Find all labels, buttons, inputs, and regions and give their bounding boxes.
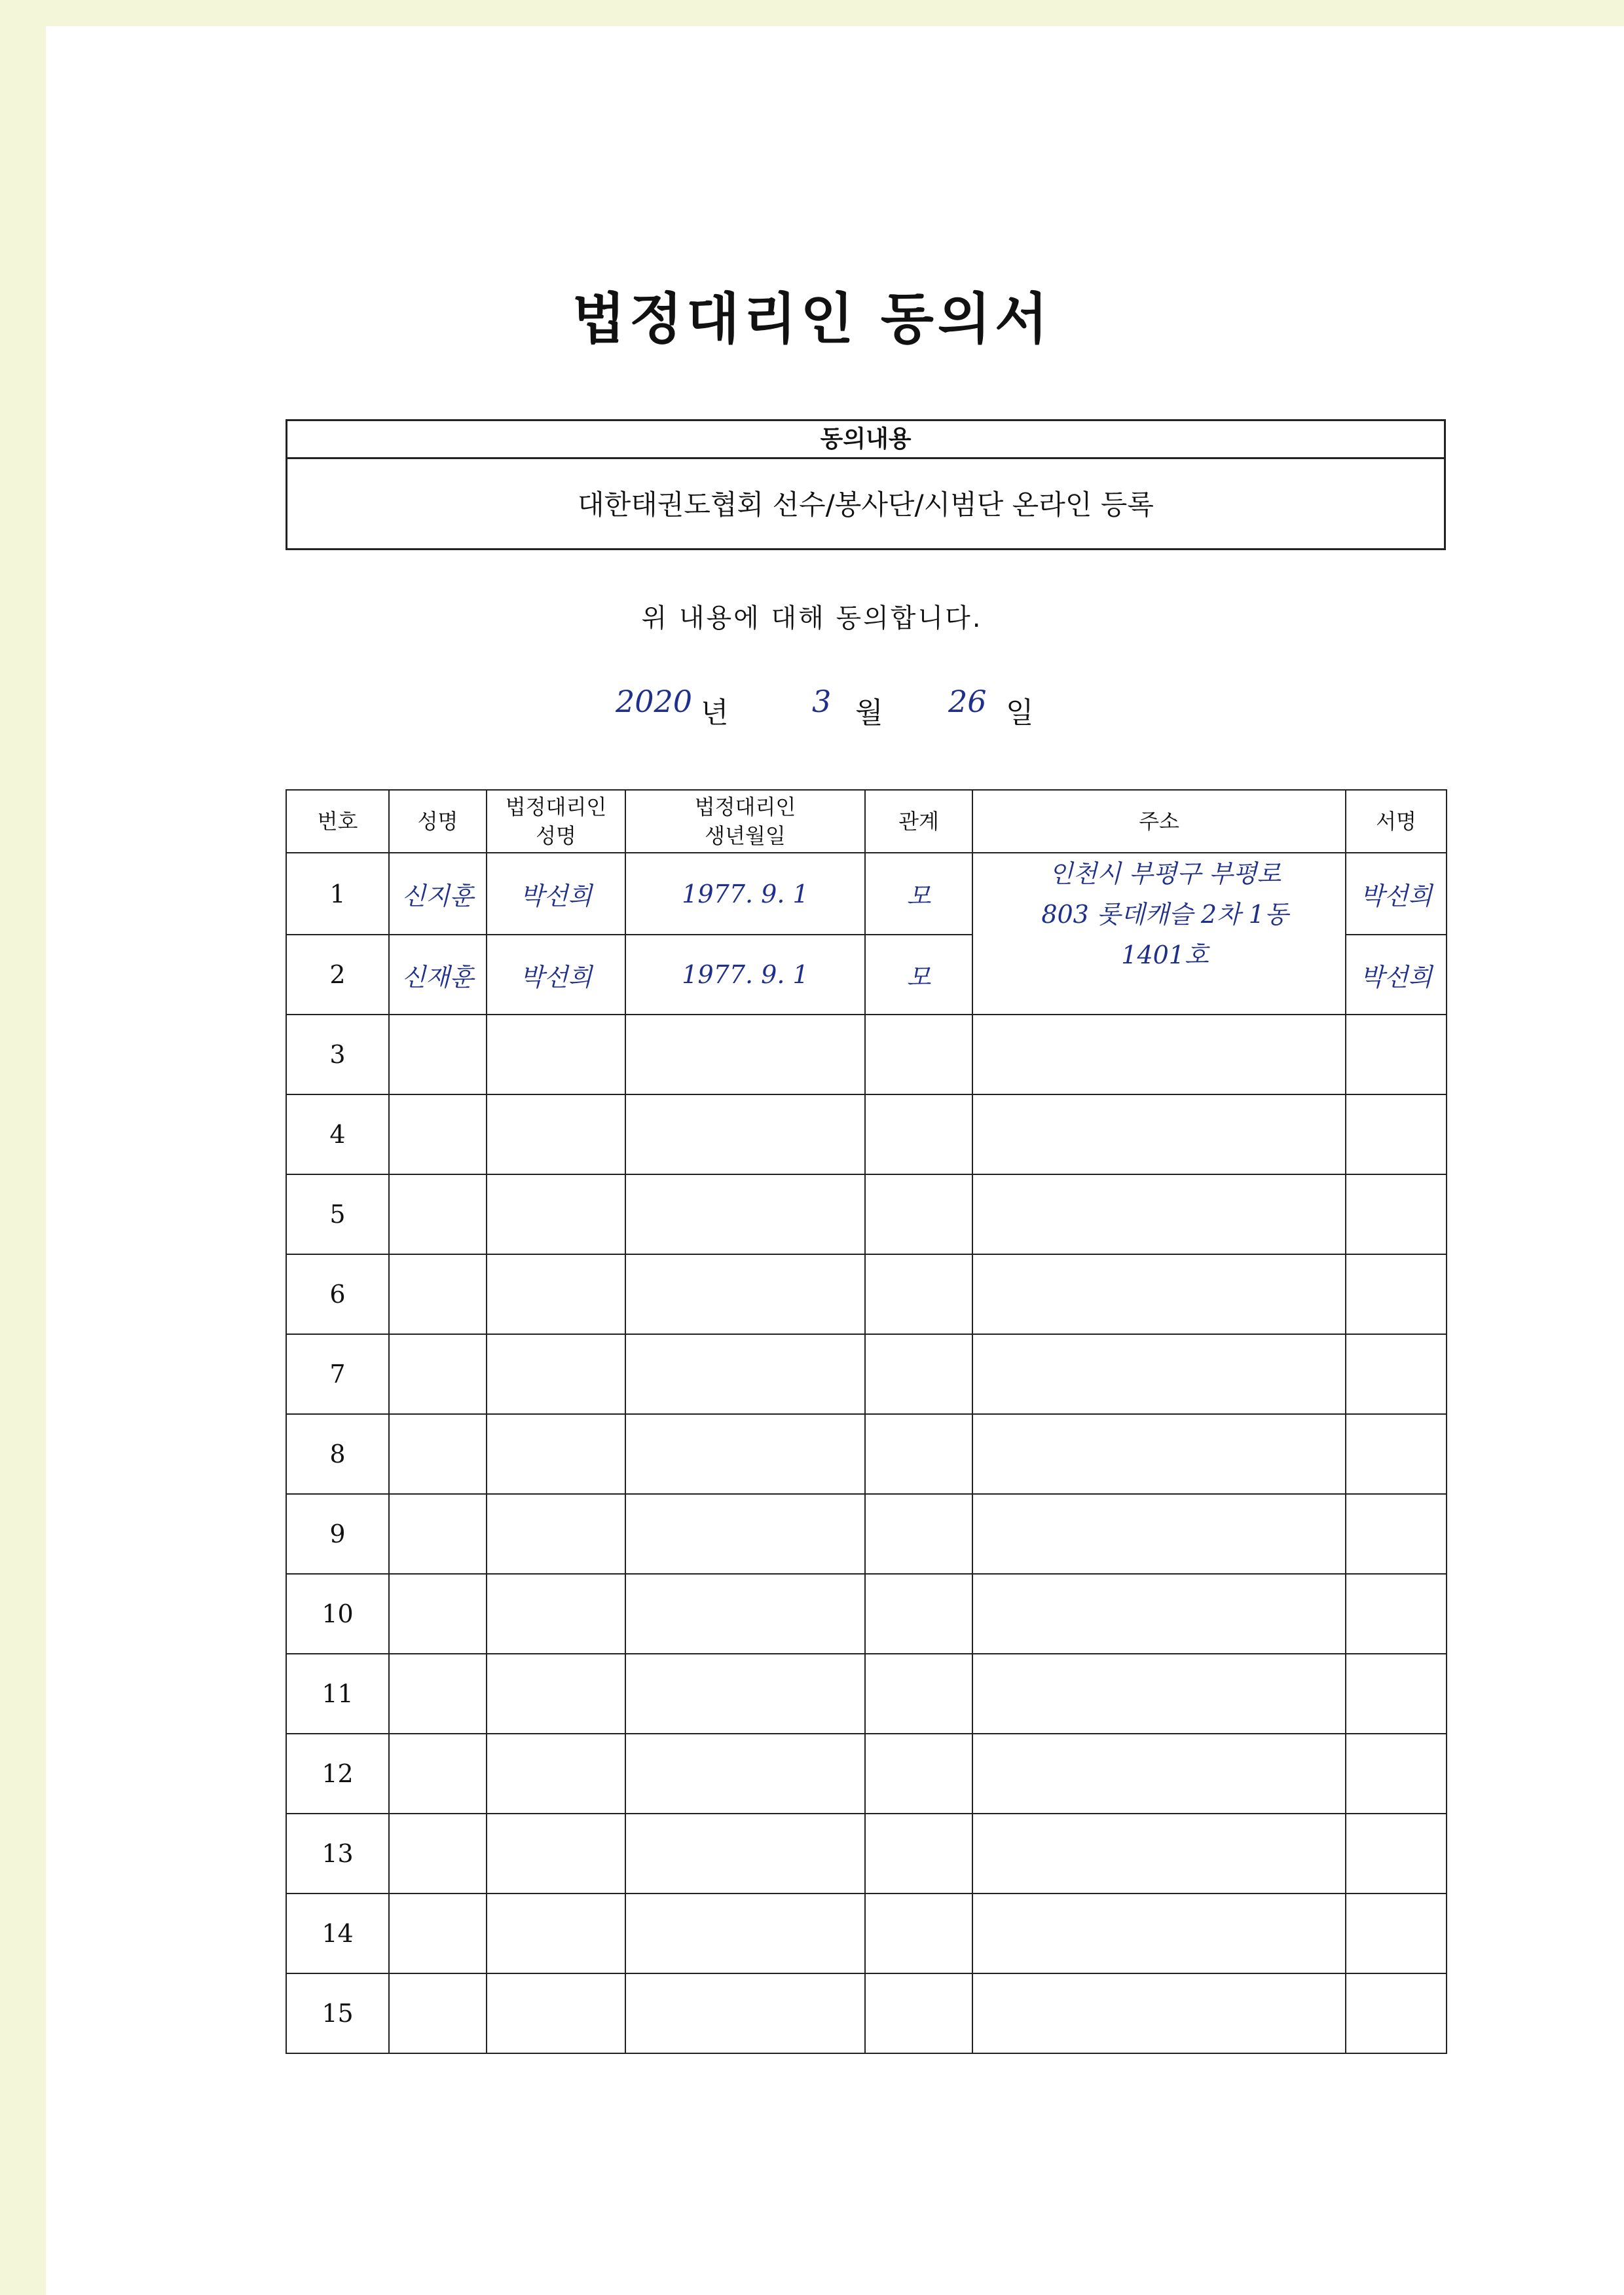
row-number: 10: [286, 1574, 389, 1654]
row-signature: 박선희: [1346, 935, 1447, 1015]
row-guardian-dob: 1977. 9. 1: [625, 853, 865, 935]
row-number: 15: [286, 1973, 389, 2053]
header-number: 번호: [286, 790, 389, 853]
row-relation: 모: [865, 935, 972, 1015]
row-number: 1: [286, 853, 389, 935]
date-day: 26: [948, 684, 987, 719]
row-name: 신지훈: [389, 853, 487, 935]
consent-text: 대한태권도협회 선수/봉사단/시범단 온라인 등록: [578, 489, 1154, 521]
table-row: [286, 1973, 1447, 2053]
row-number: 8: [286, 1414, 389, 1494]
table-row: [286, 853, 1447, 935]
header-relation: 관계: [865, 790, 972, 853]
table-header-row: [286, 790, 1447, 853]
date-month: 3: [812, 684, 832, 719]
address-line-3: 1401호: [1121, 941, 1209, 969]
row-name: 신재훈: [389, 935, 487, 1015]
row-relation: 모: [865, 853, 972, 935]
row-number: 5: [286, 1174, 389, 1254]
row-number: 3: [286, 1015, 389, 1094]
row-number: 11: [286, 1654, 389, 1734]
header-guardian-dob: 법정대리인 생년월일: [625, 790, 865, 853]
row-guardian-name: 박선희: [487, 853, 625, 935]
row-number: 14: [286, 1894, 389, 1973]
row-number: 9: [286, 1494, 389, 1574]
table-row: [286, 1814, 1447, 1894]
header-name: 성명: [389, 790, 487, 853]
table-row: [286, 1734, 1447, 1814]
date-day-unit: 일: [1006, 696, 1034, 730]
table-row: [286, 1334, 1447, 1414]
date-month-unit: 월: [855, 696, 883, 730]
table-row: [286, 1414, 1447, 1494]
row-number: 4: [286, 1094, 389, 1174]
row-guardian-dob: 1977. 9. 1: [625, 935, 865, 1015]
document-title: 법정대리인 동의서: [572, 287, 1052, 351]
table-row: [286, 1174, 1447, 1254]
row-number: 6: [286, 1254, 389, 1334]
date-row: [616, 681, 1074, 734]
table-row: [286, 935, 1447, 1015]
guardian-table: [286, 789, 1447, 2054]
row-guardian-name: 박선희: [487, 935, 625, 1015]
row-address: [972, 935, 1346, 1015]
header-signature: 서명: [1346, 790, 1447, 853]
table-row: [286, 1254, 1447, 1334]
row-signature: 박선희: [1346, 853, 1447, 935]
row-number: 2: [286, 935, 389, 1015]
row-address: [972, 853, 1346, 935]
table-row: [286, 1015, 1447, 1094]
table-row: [286, 1094, 1447, 1174]
consent-header: 동의내용: [287, 421, 1444, 459]
header-guardian-name: 법정대리인 성명: [487, 790, 625, 853]
agreement-statement: 위 내용에 대해 동의합니다.: [641, 603, 983, 633]
table-row: [286, 1574, 1447, 1654]
consent-box: [286, 419, 1446, 550]
header-address: 주소: [972, 790, 1346, 853]
address-line-1: 인천시 부평구 부평로: [1048, 859, 1282, 888]
table-row: [286, 1654, 1447, 1734]
row-number: 7: [286, 1334, 389, 1414]
table-row: [286, 1494, 1447, 1574]
row-number: 12: [286, 1734, 389, 1814]
table-row: [286, 1894, 1447, 1973]
address-line-2: 803 롯데캐슬 2차 1동: [1041, 900, 1289, 929]
row-number: 13: [286, 1814, 389, 1894]
date-year-unit: 년: [701, 696, 729, 730]
date-year: 2020: [616, 684, 693, 719]
